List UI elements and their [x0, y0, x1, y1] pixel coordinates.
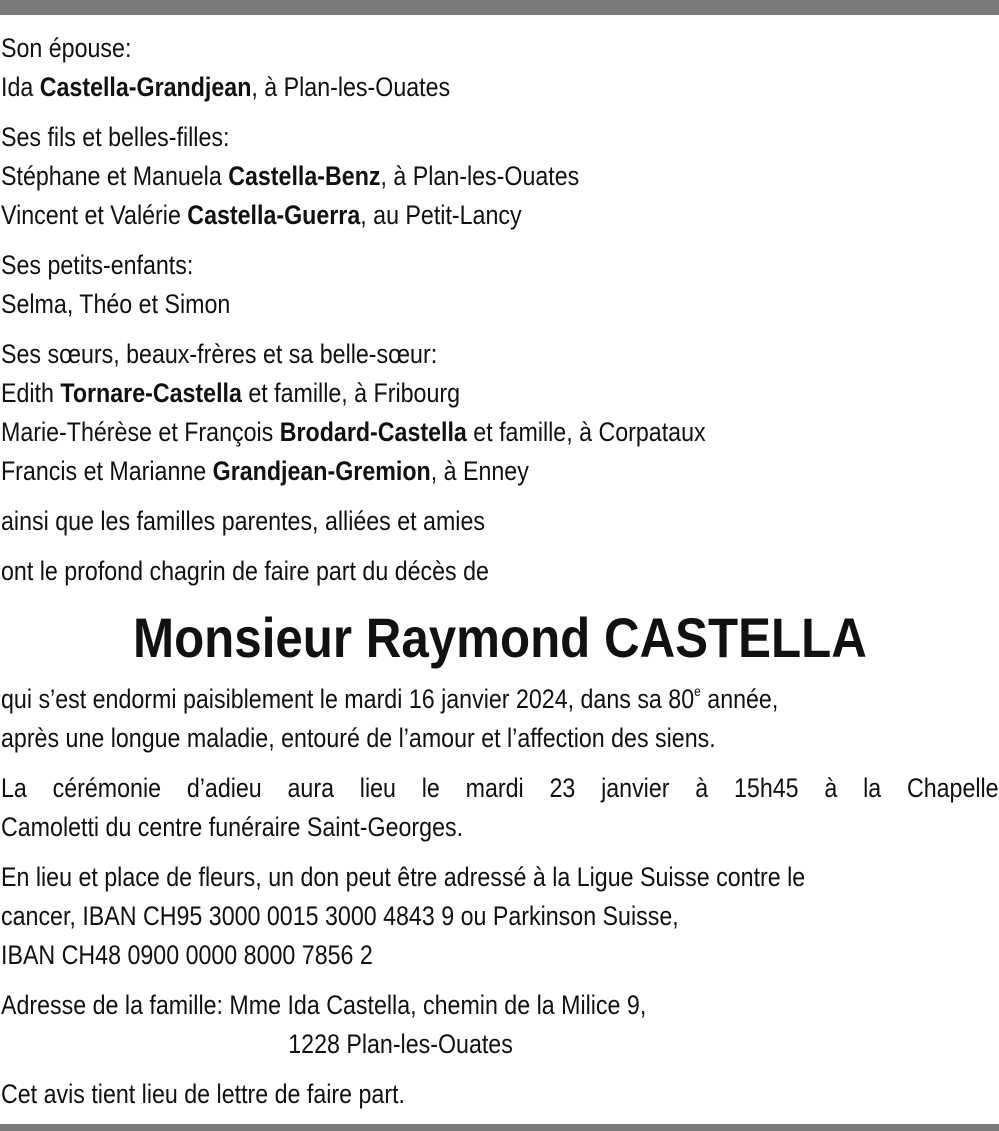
- family-name: Brodard-Castella: [279, 417, 467, 447]
- allies-line: [1, 502, 999, 541]
- sons-block: [1, 118, 999, 235]
- grandchildren-heading: Ses petits-enfants:: [1, 250, 194, 280]
- family-name: Castella-Guerra: [187, 200, 361, 230]
- grandchildren-block: [1, 246, 999, 324]
- text: Ida: [1, 72, 40, 102]
- siblings-block: [1, 335, 999, 491]
- title-text: Monsieur Raymond CASTELLA: [132, 606, 867, 669]
- spouse-line: [1, 68, 999, 107]
- sons-line-1: [1, 157, 999, 196]
- text: Edith: [1, 378, 61, 408]
- flowers-paragraph: [1, 858, 999, 975]
- address-line-2: 1228 Plan-les-Ouates: [288, 1029, 513, 1059]
- family-name: Tornare-Castella: [60, 378, 242, 408]
- text: , à Plan-les-Ouates: [380, 161, 580, 191]
- text: qui s’est endormi paisiblement le mardi 16 janvier 2024, dans sa 80: [1, 684, 695, 714]
- ceremony-line-1: La cérémonie d’adieu aura lieu le mardi 23 janvier à 15h45 à la Chapelle: [1, 773, 999, 803]
- allies-text: ainsi que les familles parentes, alliées et amies: [1, 506, 485, 536]
- siblings-line-3: [1, 452, 999, 491]
- superscript: e: [694, 683, 701, 699]
- grandchildren-names: Selma, Théo et Simon: [1, 289, 231, 319]
- spouse-name: Castella-Grandjean: [39, 72, 252, 102]
- siblings-heading: Ses sœurs, beaux-frères et sa belle-sœur:: [1, 339, 438, 369]
- death-line-1: [1, 680, 999, 719]
- sons-heading: Ses fils et belles-filles:: [1, 122, 230, 152]
- siblings-line-2: [1, 413, 999, 452]
- death-line-2: après une longue maladie, entouré de l’amour et l’affection des siens.: [1, 723, 716, 753]
- flowers-line-2: cancer, IBAN CH95 3000 0015 3000 4843 9 ou Parkinson Suisse,: [1, 901, 679, 931]
- text: et famille, à Corpataux: [466, 417, 706, 447]
- address-paragraph: [1, 986, 999, 1064]
- spouse-block: [1, 29, 999, 107]
- closing-text: Cet avis tient lieu de lettre de faire part.: [1, 1079, 405, 1109]
- text: , à Enney: [430, 456, 529, 486]
- bottom-border: [0, 1124, 999, 1131]
- address-line-1: Adresse de la famille: Mme Ida Castella, chemin de la Milice 9,: [1, 990, 647, 1020]
- text: Stéphane et Manuela: [1, 161, 229, 191]
- text: , au Petit-Lancy: [360, 200, 522, 230]
- closing-paragraph: [1, 1075, 999, 1114]
- family-section: [1, 29, 999, 602]
- text: année,: [700, 684, 779, 714]
- spouse-heading: Son épouse:: [1, 33, 132, 63]
- top-border: [0, 0, 999, 15]
- text: Marie-Thérèse et François: [1, 417, 280, 447]
- ceremony-paragraph: [1, 769, 999, 847]
- flowers-line-3: IBAN CH48 0900 0000 8000 7856 2: [1, 940, 373, 970]
- family-name: Castella-Benz: [228, 161, 381, 191]
- details-section: [1, 680, 999, 1125]
- text: , à Plan-les-Ouates: [251, 72, 451, 102]
- deceased-name-title: [0, 598, 999, 678]
- text: Vincent et Valérie: [1, 200, 188, 230]
- sons-line-2: [1, 196, 999, 235]
- text: Francis et Marianne: [1, 456, 213, 486]
- announce-line: [1, 552, 999, 591]
- ceremony-line-2: Camoletti du centre funéraire Saint-Georges.: [1, 812, 464, 842]
- flowers-line-1: En lieu et place de fleurs, un don peut être adressé à la Ligue Suisse contre le: [1, 862, 806, 892]
- announce-text: ont le profond chagrin de faire part du décès de: [1, 556, 489, 586]
- text: et famille, à Fribourg: [241, 378, 461, 408]
- death-paragraph: [1, 680, 999, 758]
- family-name: Grandjean-Gremion: [212, 456, 431, 486]
- siblings-line-1: [1, 374, 999, 413]
